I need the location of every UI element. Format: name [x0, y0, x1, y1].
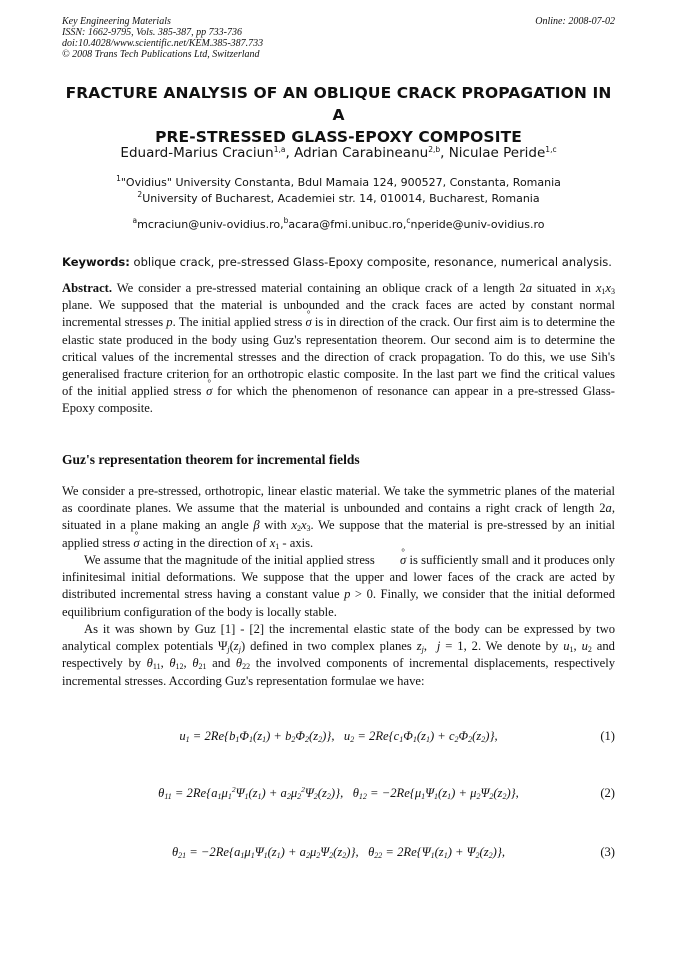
- p1-text-c: with: [259, 518, 292, 533]
- email-list: [62, 218, 615, 231]
- author-1: Eduard-Marius Craciun: [120, 145, 274, 161]
- email-2[interactable]: acara@fmi.unibuc.ro,: [288, 218, 407, 231]
- affiliation-1-text: "Ovidius" University Constanta, Bdul Mamaia 124, 900527, Constanta, Romania: [120, 176, 561, 189]
- equation-1: [62, 729, 615, 747]
- abstract-text-2: situated in: [537, 281, 596, 295]
- equation-2: [62, 786, 615, 804]
- equation-3-expression: $\theta_{21} = -2Re\{a_1\mu_1\Psi_1(z_1) + a_2\mu_2\Psi_2(z_2)\}$, $\theta_{22} = 2Re\{\Psi_1(z_1) + \Psi_2(z_2)\}$,: [171, 845, 506, 860]
- title-line-1: FRACTURE ANALYSIS OF AN OBLIQUE CRACK PROPAGATION IN A: [65, 84, 612, 124]
- affiliation-1: [62, 176, 615, 189]
- p1-text-d: . We suppose that the material is pre-stressed by an initial applied stress: [62, 518, 615, 550]
- affiliation-2-text: University of Bucharest, Academiei str. 14, 010014, Bucharest, Romania: [142, 192, 540, 205]
- p1-text-e: acting in the direction of: [139, 535, 270, 550]
- affiliation-2-sup: 2: [137, 190, 143, 199]
- author-2: Adrian Carabineanu: [294, 145, 429, 161]
- p3-text-e: and: [206, 656, 236, 671]
- p3-text-a: As it was shown by Guz [1] - [2] the incremental elastic state of the body can be expressed by two analytical complex potentials: [62, 622, 615, 654]
- abstract-text-4: . The initial applied stress: [172, 315, 306, 330]
- equation-3-number: (3): [600, 845, 615, 859]
- email-2-sup: b: [283, 216, 289, 225]
- abstract-text-6: for which the phenomenon of resonance can appear in a pre-stressed Glass-Epoxy composite.: [62, 384, 615, 416]
- paper-title: [62, 82, 615, 148]
- doi-line: doi:10.4028/www.scientific.net/KEM.385-387.733: [62, 38, 264, 49]
- p3-text-c: . We denote by: [477, 639, 564, 654]
- author-2-sup: 2,b: [428, 145, 441, 154]
- p1-text-a: We consider a pre-stressed, orthotropic, linear elastic material. We take the symmetric planes of the material as coordinate planes. We assume that the material is unbounded and contains a right crack of length 2: [62, 484, 615, 516]
- p1-text-b: , situated in a plane making an angle: [62, 501, 615, 533]
- online-date: Online: 2008-07-02: [535, 16, 615, 27]
- p2-text-b: is sufficiently small and it produces only infinitesimal initial deformations. We suppose that the upper and lower faces of the crack are acted by distributed incremental stress having a constant value: [62, 553, 615, 602]
- body-paragraph-2: We assume that the magnitude of the initial applied stress ° σ is sufficiently small and it produces only infinitesimal initial deformations. We suppose that the upper and lower faces of the crack are acted by distributed incremental stress having a constant value p > 0. Finally, we consider that the initial deformed equilibrium configuration of the body is locally stable.: [62, 552, 615, 621]
- journal-header: [62, 16, 615, 60]
- abstract: Abstract. We consider a pre-stressed material containing an oblique crack of a length 2a situated in $x_1x_3$ plane. We supposed that the material is unbounded and the crack faces are acted by constant normal incremental stresses p. The initial applied stress ° σ is in direction of the crack. Our first aim is to determine the elastic state produced in the body using Guz's representation theorem. Our second aim is to determine the critical values of the incremental stresses and the direction of crack propagation. To do this, we use Sih's generalised fracture criterion for an orthotropic elastic composite. In the last part we find the critical values of the initial applied stress ° σ for which the phenomenon of resonance can appear in a pre-stressed Glass-Epoxy composite.: [62, 280, 615, 418]
- equation-1-expression: $u_1 = 2Re\{b_1\Phi_1(z_1) + b_2\Phi_2(z_2)\}$, $u_2 = 2Re\{c_1\Phi_1(z_1) + c_2\Phi_2(z_2)\}$,: [179, 729, 498, 744]
- equation-2-expression: $\theta_{11} = 2Re\{a_1\mu_1^2\Psi_1(z_1) + a_2\mu_2^2\Psi_2(z_2)\}$, $\theta_{12} = -2Re\{\mu_1\Psi_1(z_1) + \mu_2\Psi_2(z_2)\}$,: [158, 785, 519, 801]
- equation-3: [62, 845, 615, 863]
- keywords-text: oblique crack, pre-stressed Glass-Epoxy composite, resonance, numerical analysis.: [133, 255, 612, 269]
- keywords: [62, 255, 615, 269]
- author-3-sup: 1,c: [545, 145, 557, 154]
- p3-text-f: the involved components of incremental displacements, respectively incremental stresses. According Guz's representation formulae we have:: [62, 656, 616, 688]
- author-list: Eduard-Marius Craciun$^{1,a}$, Adrian Carabineanu$^{2,b}$, Niculae Peride$^{1,c}$: [120, 145, 557, 161]
- section-heading: Guz's representation theorem for incremental fields: [62, 452, 360, 467]
- abstract-text-3: plane. We supposed that the material is unbounded and the crack faces are acted by constant normal incremental stresses: [62, 298, 615, 330]
- author-3: Niculae Peride: [448, 145, 546, 161]
- copyright-line: © 2008 Trans Tech Publications Ltd, Switzerland: [62, 49, 260, 60]
- abstract-label: Abstract.: [62, 281, 113, 295]
- body-paragraph-3: As it was shown by Guz [1] - [2] the incremental elastic state of the body can be expressed by two analytical complex potentials $\Psi_j(z_j)$ defined in two complex planes $z_j$, j = 1, 2. We denote by $u_1$, $u_2$ and respectively by $\theta_{11}$, $\theta_{12}$, $\theta_{21}$ and $\theta_{22}$ the involved components of incremental displacements, respectively incremental stresses. According Guz's representation formulae we have:: [62, 622, 616, 688]
- p3-text-b: defined in two complex planes: [245, 639, 417, 654]
- p2-text-c: . Finally, we consider that the initial deformed equilibrium configuration of the body is locally stable.: [62, 587, 615, 619]
- issn-line: ISSN: 1662-9795, Vols. 385-387, pp 733-736: [62, 27, 242, 38]
- equation-1-number: (1): [600, 729, 615, 743]
- keywords-label: Keywords:: [62, 255, 130, 269]
- abstract-text-1: We consider a pre-stressed material containing an oblique crack of a length 2: [116, 281, 526, 295]
- affiliation-2: [62, 192, 615, 205]
- author-1-sup: 1,a: [273, 145, 286, 154]
- email-3[interactable]: nperide@univ-ovidius.ro: [410, 218, 545, 231]
- email-1[interactable]: mcraciun@univ-ovidius.ro,: [137, 218, 284, 231]
- p1-text-f: - axis.: [279, 535, 314, 550]
- title-line-2: PRE-STRESSED GLASS-EPOXY COMPOSITE: [155, 128, 522, 146]
- p3-text-d: and respectively by: [62, 639, 615, 671]
- abstract-text-5: is in direction of the crack. Our first aim is to determine the elastic state produced in the body using Guz's representation theorem. Our second aim is to determine the critical values of the incremental stresses and the direction of crack propagation. To do this, we use Sih's generalised fracture criterion for an orthotropic elastic composite. In the last part we find the critical values of the initial applied stress: [62, 315, 615, 399]
- equation-2-number: (2): [600, 786, 615, 800]
- email-3-sup: c: [406, 216, 411, 225]
- journal-name: Key Engineering Materials: [62, 16, 171, 27]
- p2-text-a: We assume that the magnitude of the initial applied stress: [84, 553, 379, 567]
- email-1-sup: a: [132, 216, 138, 225]
- body-paragraph-1: We consider a pre-stressed, orthotropic, linear elastic material. We take the symmetric planes of the material as coordinate planes. We assume that the material is unbounded and contains a right crack of length 2a, situated in a plane making an angle β with $x_2x_3$. We suppose that the material is pre-stressed by an initial applied stress ° σ acting in the direction of $x_1$ - axis.: [62, 483, 615, 552]
- affiliation-1-sup: 1: [116, 174, 121, 183]
